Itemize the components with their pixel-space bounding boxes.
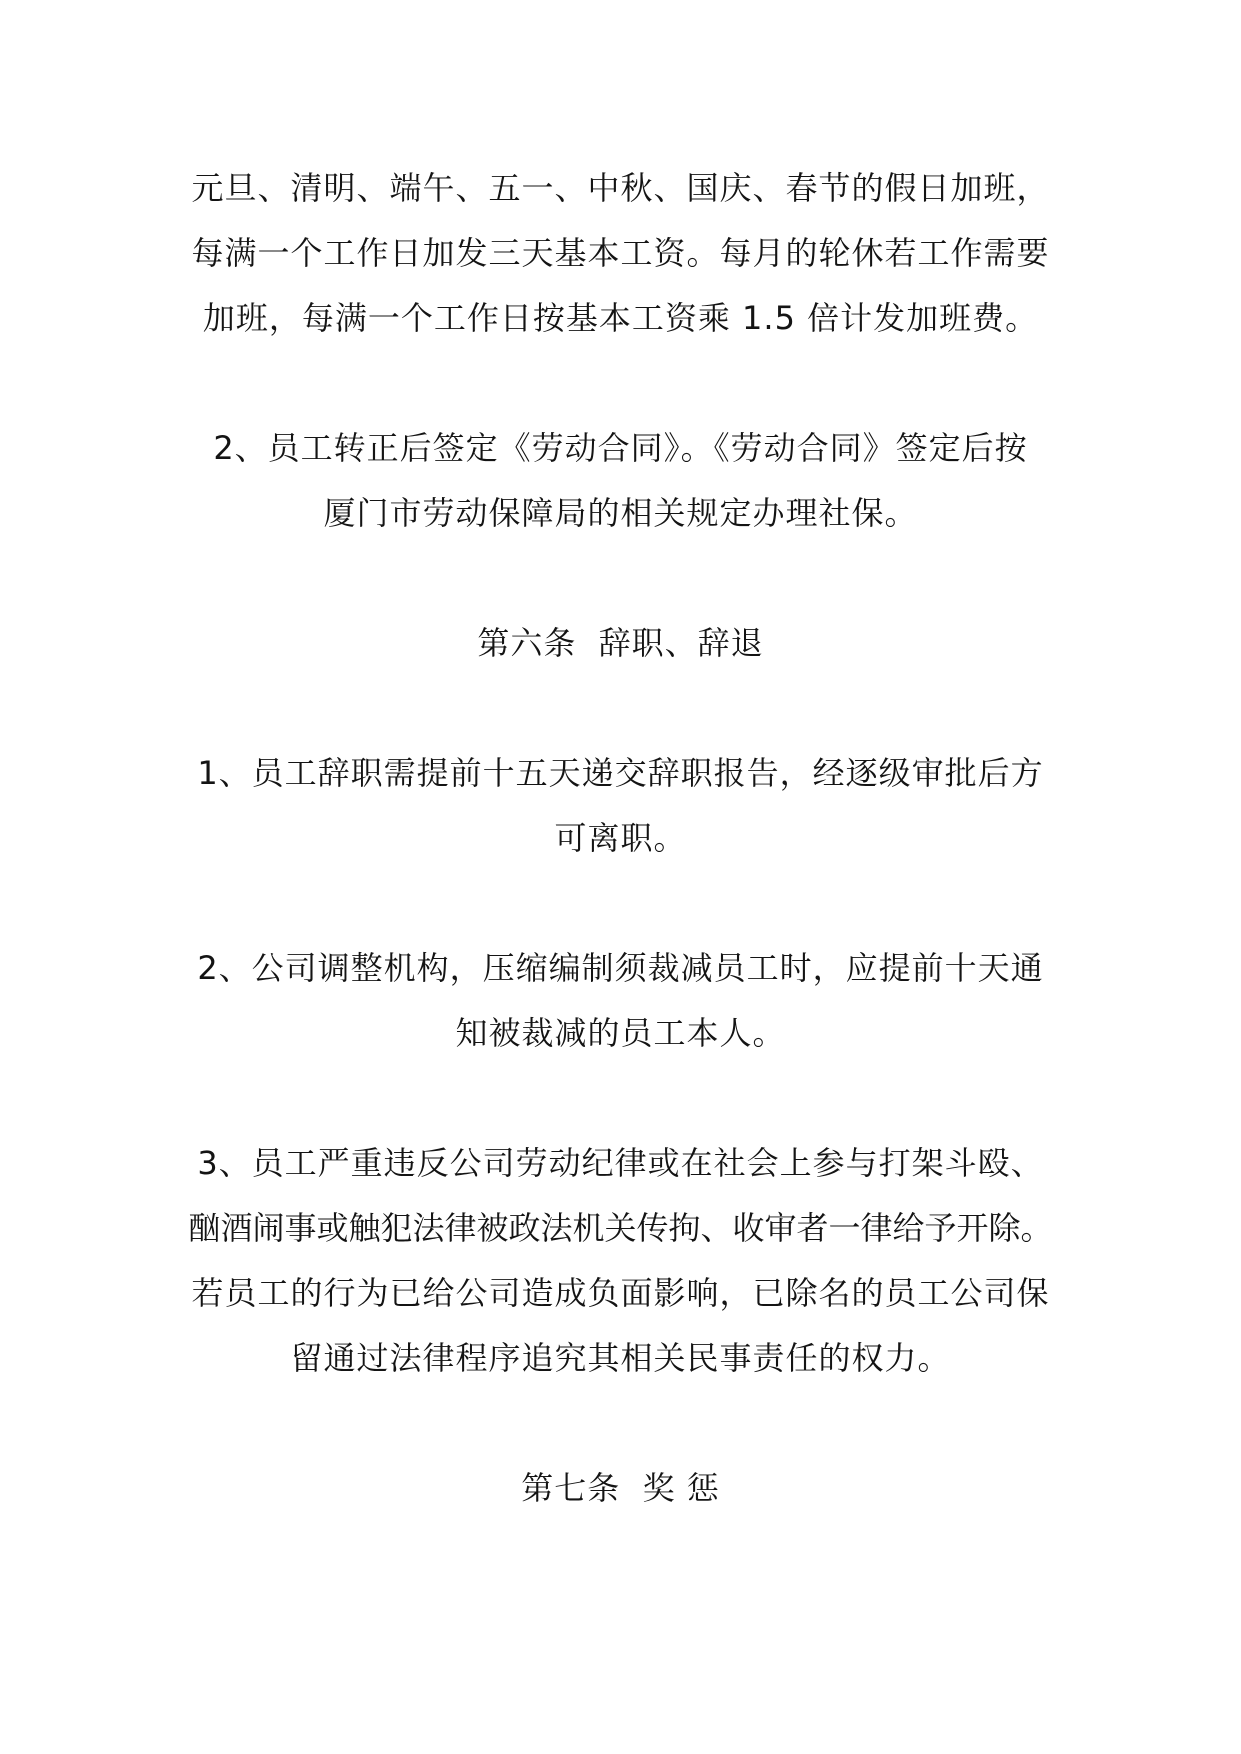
paragraph-overtime-pay [0,156,1241,351]
paragraph-line: 厦门市劳动保障局的相关规定办理社保。 [323,494,918,532]
paragraph-line: 加班，每满一个工作日按基本工资乘 1.5 倍计发加班费。 [202,299,1039,337]
section-heading-article-6 [0,611,1241,676]
paragraph-line: 元旦、清明、端午、五一、中秋、国庆、春节的假日加班， [191,169,1050,207]
paragraph-line: 3、员工严重违反公司劳动纪律或在社会上参与打架斗殴、 [197,1144,1044,1182]
paragraph-dismissal [0,1131,1241,1391]
section-heading: 第七条 奖 惩 [521,1469,720,1507]
section-heading: 第六条 辞职、辞退 [477,624,764,662]
paragraph-labor-contract [0,416,1241,546]
paragraph-line: 每满一个工作日加发三天基本工资。每月的轮休若工作需要 [191,234,1050,272]
paragraph-line: 2、公司调整机构，压缩编制须裁减员工时，应提前十天通 [197,949,1044,987]
paragraph-line: 酗酒闹事或触犯法律被政法机关传拘、收审者一律给予开除。 [188,1209,1053,1247]
paragraph-resignation [0,741,1241,871]
paragraph-line: 可离职。 [554,819,687,857]
paragraph-line: 知被裁减的员工本人。 [455,1014,786,1052]
paragraph-line: 2、员工转正后签定《劳动合同》。《劳动合同》签定后按 [213,429,1028,467]
paragraph-layoff [0,936,1241,1066]
paragraph-line: 1、员工辞职需提前十五天递交辞职报告，经逐级审批后方 [197,754,1044,792]
paragraph-line: 留通过法律程序追究其相关民事责任的权力。 [290,1339,951,1377]
section-heading-article-7 [0,1456,1241,1521]
paragraph-line: 若员工的行为已给公司造成负面影响，已除名的员工公司保 [191,1274,1050,1312]
